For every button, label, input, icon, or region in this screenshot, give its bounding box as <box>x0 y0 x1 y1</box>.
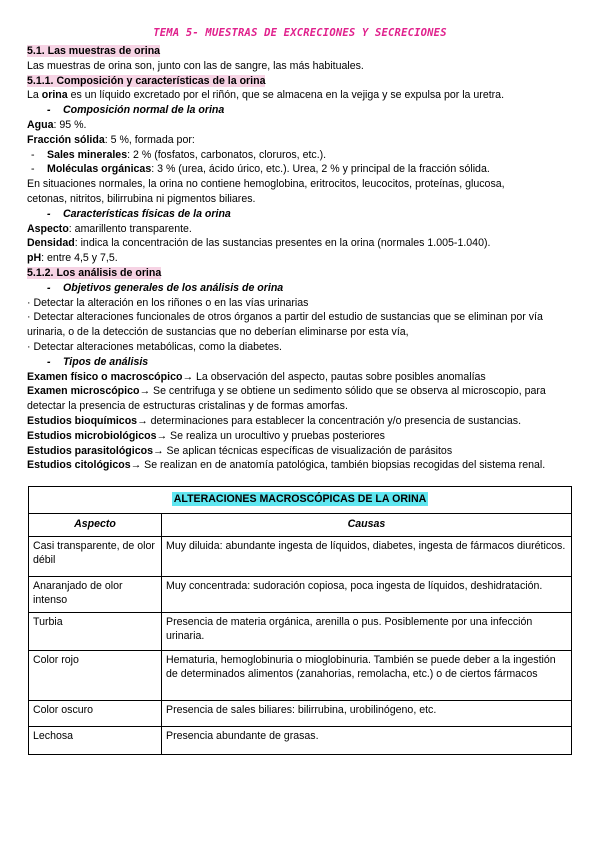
column-header-causas: Causas <box>162 514 572 537</box>
table-row <box>29 701 572 727</box>
cell-causas: Muy diluida: abundante ingesta de líquidos, diabetes, ingesta de fármacos diuréticos. <box>162 537 572 577</box>
ph-line: pH: entre 4,5 y 7,5. <box>27 252 118 265</box>
examen-microscopico-line-2: detectar la presencia de estructuras cristalinas y de formas amorfas. <box>27 400 348 413</box>
examen-microscopico-line: Examen microscópico→ Se centrifuga y se obtiene un sedimento sólido que se observa al microscopio, para <box>27 385 546 398</box>
section-5-1-heading: 5.1. Las muestras de orina <box>27 45 161 57</box>
alteraciones-table <box>28 486 572 755</box>
cell-aspecto: Color oscuro <box>29 701 162 727</box>
table-caption: ALTERACIONES MACROSCÓPICAS DE LA ORINA <box>29 487 572 514</box>
fraccion-solida-line: Fracción sólida: 5 %, formada por: <box>27 133 195 146</box>
situaciones-normales-line-1: En situaciones normales, la orina no contiene hemoglobina, eritrocitos, leucocitos, proteínas, glucosa, <box>27 178 505 191</box>
cell-causas: Hematuria, hemoglobinuria o mioglobinuria. También se puede deber a la ingestión de determinados alimentos (zanahorias, remolacha, etc.) o de ciertos fármacos <box>162 651 572 701</box>
examen-fisico-line: Examen físico o macroscópico→ La observación del aspecto, pautas sobre posibles anomalías <box>27 370 486 383</box>
agua-line: Agua: 95 %. <box>27 118 87 131</box>
section-5-1-1-heading: 5.1.1. Composición y características de la orina <box>27 74 266 87</box>
moleculas-organicas-line: - Moléculas orgánicas: 3 % (urea, ácido úrico, etc.). Urea, 2 % y principal de la fracción sólida. <box>31 163 490 176</box>
cell-causas: Presencia de materia orgánica, arenilla o pus. Posiblemente por una infección urinaria. <box>162 613 572 651</box>
cell-aspecto: Turbia <box>29 613 162 651</box>
caracteristicas-fisicas-subheading: - Características físicas de la orina <box>47 207 231 220</box>
document-body <box>27 44 575 473</box>
table-row <box>29 537 572 577</box>
cell-causas: Presencia de sales biliares: bilirrubina, urobilinógeno, etc. <box>162 701 572 727</box>
sales-minerales-line: - Sales minerales: 2 % (fosfatos, carbonatos, cloruros, etc.). <box>31 148 327 161</box>
table-row <box>29 727 572 755</box>
cell-aspecto: Casi transparente, de olor débil <box>29 537 162 577</box>
cell-aspecto: Lechosa <box>29 727 162 755</box>
composicion-subheading: - Composición normal de la orina <box>47 104 225 117</box>
section-5-1-2-heading: 5.1.2. Los análisis de orina <box>27 266 162 279</box>
tipos-analisis-subheading: - Tipos de análisis <box>47 355 149 368</box>
densidad-line: Densidad: indica la concentración de las sustancias presentes en la orina (normales 1.005-1.040). <box>27 237 491 250</box>
cell-causas: Presencia abundante de grasas. <box>162 727 572 755</box>
estudios-citologicos-line: Estudios citológicos→ Se realizan en de anatomía patológica, también biopsias recogidas del sistema renal. <box>27 459 546 472</box>
table-row <box>29 651 572 701</box>
table-row <box>29 577 572 613</box>
document-title: TEMA 5- MUESTRAS DE EXCRECIONES Y SECRECIONES <box>153 27 447 39</box>
column-header-aspecto: Aspecto <box>29 514 162 537</box>
objetivo-3: · Detectar alteraciones metabólicas, como la diabetes. <box>27 340 282 353</box>
table-row <box>29 613 572 651</box>
objetivo-1: · Detectar la alteración en los riñones o en las vías urinarias <box>27 296 309 309</box>
aspecto-line: Aspecto: amarillento transparente. <box>27 222 192 235</box>
estudios-bioquimicos-line: Estudios bioquímicos→ determinaciones para establecer la concentración y/o presencia de sustancias. <box>27 414 522 427</box>
estudios-microbiologicos-line: Estudios microbiológicos→ Se realiza un urocultivo y pruebas posteriores <box>27 429 385 442</box>
cell-aspecto: Anaranjado de olor intenso <box>29 577 162 613</box>
objetivos-subheading: - Objetivos generales de los análisis de orina <box>47 281 284 294</box>
objetivo-2b: urinaria, o de la detección de sustancias que no deberían eliminarse por esta vía, <box>27 326 409 339</box>
situaciones-normales-line-2: cetonas, nitritos, bilirrubina ni pigmentos biliares. <box>27 192 256 205</box>
section-5-1-text: Las muestras de orina son, junto con las de sangre, las más habituales. <box>27 59 364 72</box>
orina-definition: La orina es un líquido excretado por el riñón, que se almacena en la vejiga y se expulsa por la uretra. <box>27 89 505 102</box>
cell-causas: Muy concentrada: sudoración copiosa, poca ingesta de líquidos, deshidratación. <box>162 577 572 613</box>
objetivo-2a: · Detectar alteraciones funcionales de otros órganos a partir del estudio de sustancias que se eliminan por vía <box>27 311 543 324</box>
estudios-parasitologicos-line: Estudios parasitológicos→ Se aplican técnicas específicas de visualización de parásitos <box>27 444 453 457</box>
cell-aspecto: Color rojo <box>29 651 162 701</box>
